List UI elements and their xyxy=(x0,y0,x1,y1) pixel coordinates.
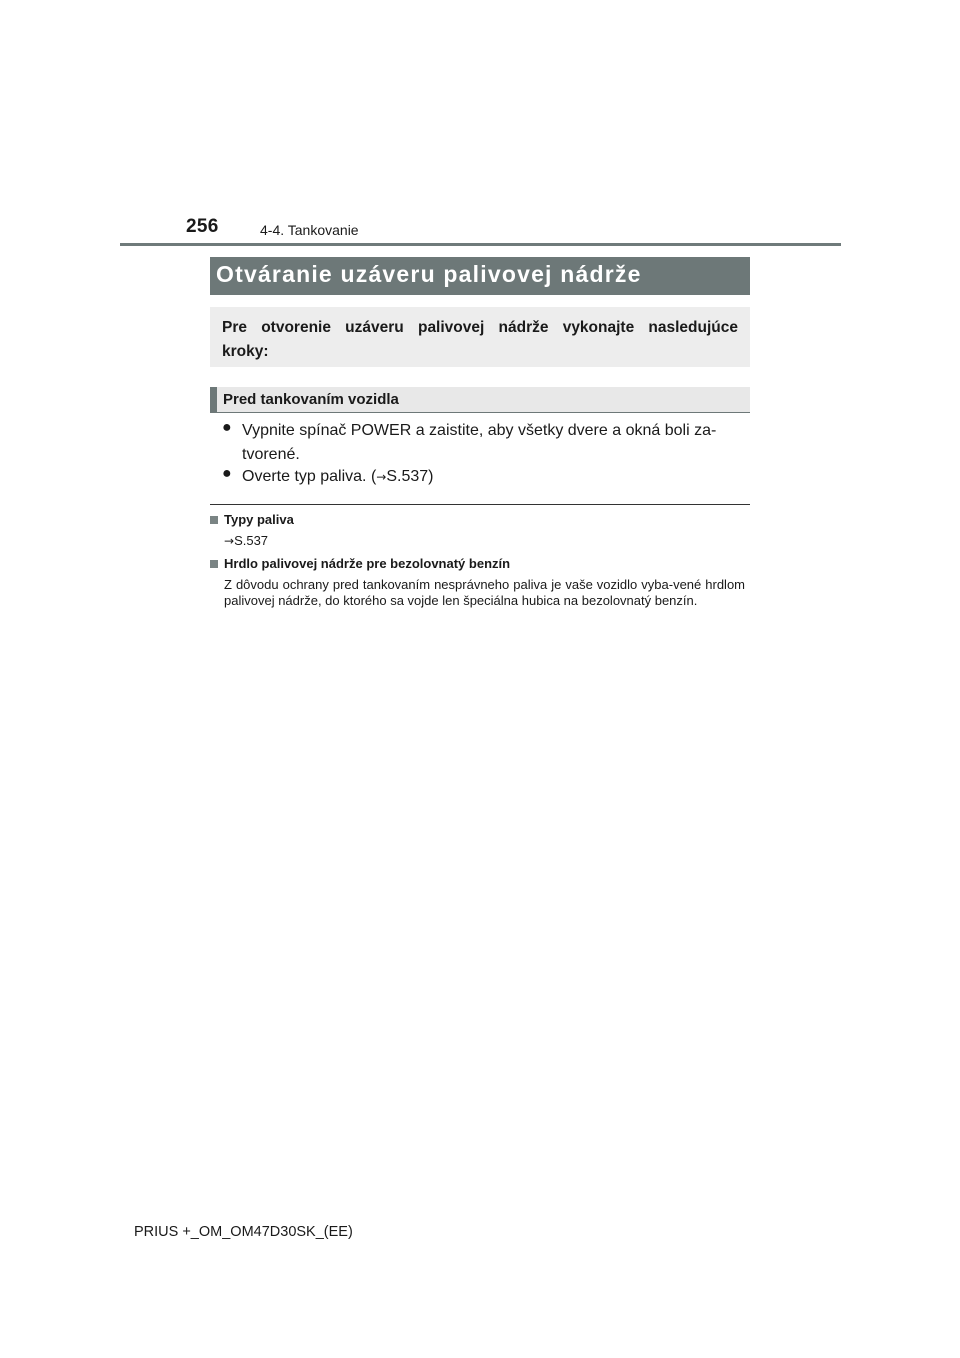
page-number: 256 xyxy=(186,216,219,237)
note-title-filler-neck: Hrdlo palivovej nádrže pre bezolovnatý benzín xyxy=(224,556,511,571)
section-label: 4-4. Tankovanie xyxy=(260,222,359,238)
intro-text: Pre otvorenie uzáveru palivovej nádrže vykonajte nasledujúce kroky: xyxy=(222,319,738,360)
page-reference-link: S.537 xyxy=(234,533,269,548)
note-body-filler-neck: Z dôvodu ochrany pred tankovaním nesprávneho paliva je vaše vozidlo vyba-vené hrdlom palivovej nádrže, do ktorého sa vojde len špeciálna hubica na bezolovnatý benzín. xyxy=(224,577,745,608)
page-reference-link: S.537) xyxy=(386,468,434,485)
note-body-fuel-types xyxy=(224,533,745,549)
arrow-icon: → xyxy=(224,534,235,548)
notes-divider xyxy=(210,504,750,505)
bullet-icon: ● xyxy=(222,465,232,482)
note-square-icon xyxy=(210,516,218,524)
note-square-icon xyxy=(210,560,218,568)
bullet-text: Overte typ paliva. ( xyxy=(242,468,377,485)
subheading-text: Pred tankovaním vozidla xyxy=(223,391,399,408)
note-title-fuel-types: Typy paliva xyxy=(224,512,294,527)
subheading-marker xyxy=(210,387,217,412)
arrow-icon: → xyxy=(376,470,387,484)
title-bar xyxy=(210,257,750,295)
header-rule xyxy=(120,243,841,246)
bullet-item-fuel-type xyxy=(242,465,750,489)
subheading-bar xyxy=(210,387,750,413)
bullet-icon: ● xyxy=(222,419,232,436)
page-title: Otváranie uzáveru palivovej nádrže xyxy=(216,261,642,287)
footer-document-code: PRIUS +_OM_OM47D30SK_(EE) xyxy=(134,1224,353,1240)
bullet-item-power-switch: Vypnite spínač POWER a zaistite, aby všetky dvere a okná boli za-tvorené. xyxy=(242,422,717,463)
intro-box xyxy=(210,307,750,367)
